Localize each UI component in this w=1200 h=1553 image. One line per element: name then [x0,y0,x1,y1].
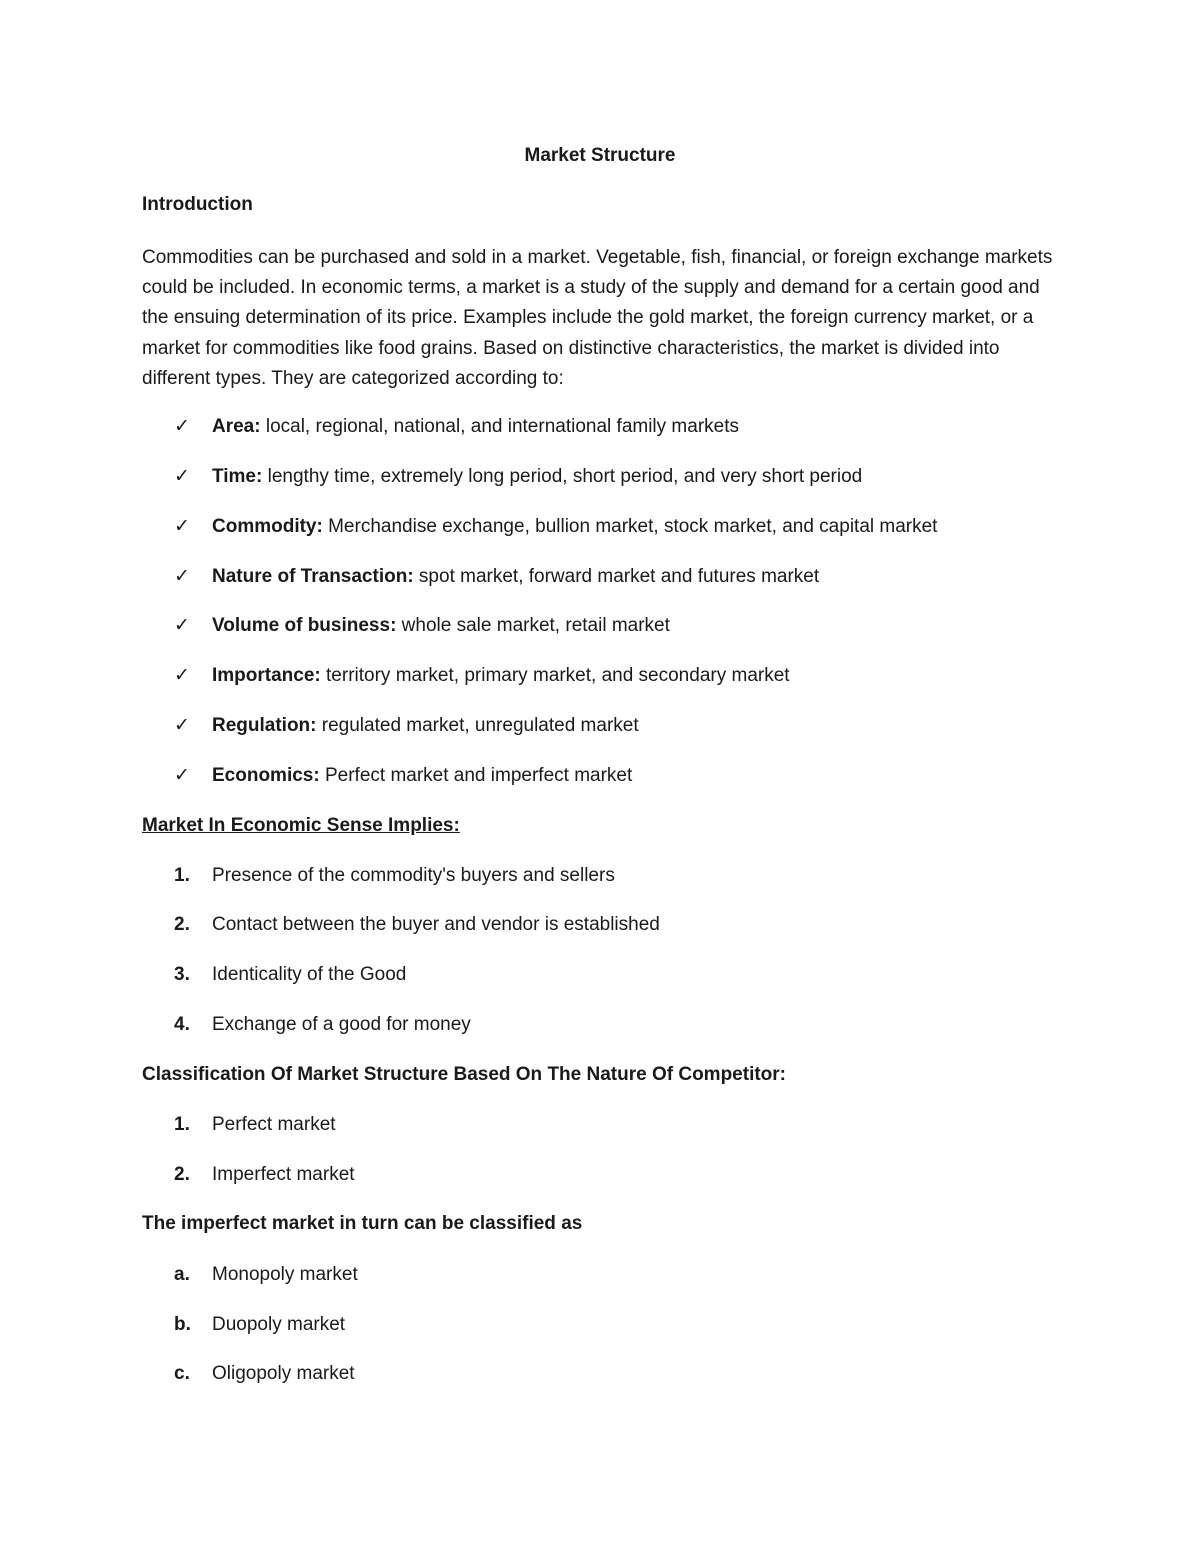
list-marker: 2. [174,914,190,935]
check-icon: ✓ [174,516,190,537]
category-text: spot market, forward market and futures market [413,566,820,587]
list-item-text: Identicality of the Good [212,964,407,985]
category-text: local, regional, national, and international family markets [260,416,740,437]
imperfect-heading: The imperfect market in turn can be classified as [142,1213,583,1234]
classification-heading: Classification Of Market Structure Based On The Nature Of Competitor: [142,1064,786,1085]
intro-heading: Introduction [142,194,253,215]
category-label: Importance: [212,665,321,686]
implies-heading: Market In Economic Sense Implies: [142,815,460,836]
list-marker: a. [174,1264,190,1285]
check-icon: ✓ [174,715,190,736]
category-label: Nature of Transaction: [212,566,414,587]
list-item-text: Perfect market [212,1114,336,1135]
category-label: Commodity: [212,516,323,537]
list-marker: 3. [174,964,190,985]
list-item-text: Presence of the commodity's buyers and sellers [212,865,615,886]
list-marker: 2. [174,1164,190,1185]
check-icon: ✓ [174,416,190,437]
category-label: Time: [212,466,263,487]
category-label: Regulation: [212,715,317,736]
category-text: Merchandise exchange, bullion market, stock market, and capital market [322,516,938,537]
list-item-text: Monopoly market [212,1264,358,1285]
list-item-text: Oligopoly market [212,1363,355,1384]
check-icon: ✓ [174,765,190,786]
category-label: Area: [212,416,261,437]
list-item-text: Exchange of a good for money [212,1014,471,1035]
list-marker: 1. [174,1114,190,1135]
category-label: Economics: [212,765,320,786]
category-label: Volume of business: [212,615,397,636]
list-marker: c. [174,1363,190,1384]
category-text: lengthy time, extremely long period, short period, and very short period [262,466,863,487]
check-icon: ✓ [174,466,190,487]
list-item-text: Contact between the buyer and vendor is established [212,914,660,935]
list-item-text: Duopoly market [212,1314,346,1335]
category-text: Perfect market and imperfect market [319,765,633,786]
check-icon: ✓ [174,665,190,686]
category-text: whole sale market, retail market [396,615,670,636]
check-icon: ✓ [174,566,190,587]
check-icon: ✓ [174,615,190,636]
list-marker: b. [174,1314,191,1335]
list-marker: 4. [174,1014,190,1035]
category-text: territory market, primary market, and secondary market [320,665,790,686]
page-title: Market Structure [524,145,676,166]
category-text: regulated market, unregulated market [316,715,639,736]
intro-paragraph: Commodities can be purchased and sold in a market. Vegetable, fish, financial, or foreign exchange markets could be included. In economic terms, a market is a study of the supply and demand for a certain good and the ensuing determination of its price. Examples include the gold market, the foreign currency market, or a market for commodities like food grains. Based on distinctive characteristics, the market is divided into different types. They are categorized according to: [142,247,1053,389]
list-item-text: Imperfect market [212,1164,355,1185]
list-marker: 1. [174,865,190,886]
